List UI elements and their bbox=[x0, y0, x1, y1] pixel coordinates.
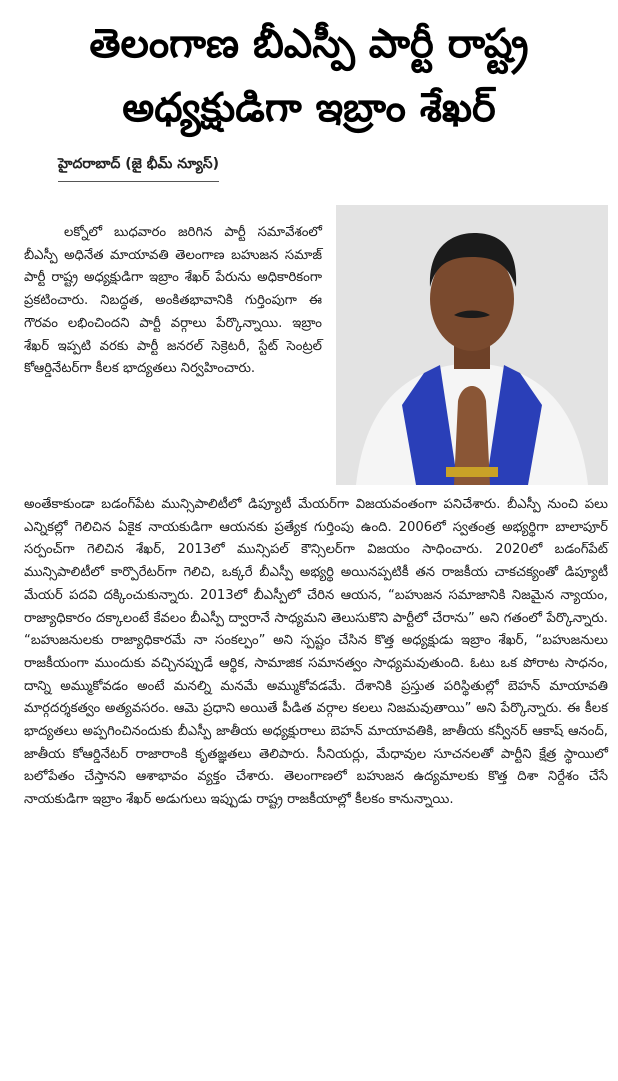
wrist-band bbox=[446, 467, 498, 477]
article-body-intro bbox=[24, 222, 322, 381]
intro-paragraph: లక్నోలో బుధవారం జరిగిన పార్టీ సమావేశంలో బీఎస్పీ అధినేత మాయావతి తెలంగాణ బహుజన సమాజ్ పార్టీ రాష్ట్ర అధ్యక్షుడిగా ఇబ్రాం శేఖర్ పేరును అధికారికంగా ప్రకటించారు. నిబద్ధత, అంకితభావానికి గుర్తింపుగా ఈ గౌరవం లభించిందని పార్టీ వర్గాలు పేర్కొన్నాయి. ఇబ్రాం శేఖర్ ఇప్పటి వరకు పార్టీ జనరల్ సెక్రెటరీ, స్టేట్ సెంట్రల్ కోఆర్డినేటర్‌గా కీలక భాద్యతలు నిర్వహించారు. bbox=[24, 225, 322, 377]
portrait-photo bbox=[336, 205, 608, 485]
byline-row bbox=[10, 156, 608, 190]
newspaper-clipping bbox=[0, 12, 618, 1081]
headline-line-2: అధ్యక్షుడిగా ఇబ్రాం శేఖర్ bbox=[122, 85, 496, 131]
portrait-photo-icon bbox=[336, 205, 608, 485]
article-body-main bbox=[24, 494, 608, 812]
headline bbox=[10, 12, 608, 140]
byline: హైదరాబాద్ (జై భీమ్ న్యూస్) bbox=[58, 156, 219, 182]
main-paragraph: అంతేకాకుండా బడంగ్‌పేట మున్సిపాలిటీలో డిప్యూటీ మేయర్‌గా విజయవంతంగా పనిచేశారు. బీఎస్పీ నుంచి పలు ఎన్నికల్లో గెలిచిన ఏకైక నాయకుడిగా ఆయనకు ప్రత్యేక గుర్తింపు ఉంది. 2006లో స్వతంత్ర అభ్యర్థిగా బాలాపూర్ సర్పంచ్‌గా గెలిచిన శేఖర్, 2013లో మున్సిపల్ కౌన్సిలర్‌గా విజయం సాధించారు. 2020లో బడంగ్‌పేట్ మున్సిపాలిటీలో కార్పొరేటర్‌గా గెలిచి, ఒక్కరే బీఎస్పీ అభ్యర్థి అయినప్పటికీ తన రాజకీయ చాకచక్యంతో డిప్యూటీ మేయర్ పదవి దక్కించుకున్నారు. 2013లో బీఎస్పీలో చేరిన ఆయన, “బహుజన సమాజానికి నిజమైన న్యాయం, రాజ్యాధికారం దక్కాలంటే కేవలం బీఎస్పీ ద్వారానే సాధ్యమని తెలుసుకొని పార్టీలో చేరాను” అని గతంలో పేర్కొన్నారు. “బహుజనులకు రాజ్యాధికారమే నా సంకల్పం” అని స్పష్టం చేసిన కొత్త అధ్యక్షుడు ఇబ్రాం శేఖర్, “బహుజనులు రాజకీయంగా ముందుకు వచ్చినప్పుడే ఆర్థిక, సామాజిక సమానత్వం సాధ్యమవుతుంది. ఓటు ఒక పోరాట సాధనం, దాన్ని అమ్ముకోవడం అంటే మనల్ని మనమే అమ్ముకోవడమే. దేశానికి ప్రస్తుత పరిస్థితుల్లో బెహన్ మాయావతి మార్గదర్శకత్వం అత్యవసరం. ఆమె ప్రధాని అయితే పీడిత వర్గాల కలలు నిజమవుతాయి” అని పేర్కొన్నారు. ఈ కీలక భాద్యతలు అప్పగించినందుకు బీఎస్పీ జాతీయ అధ్యక్షురాలు బెహన్ మాయావతికి, జాతీయ కన్వీనర్ ఆకాష్ ఆనంద్, జాతీయ కోఆర్డినేటర్ రాజారాంకి కృతజ్ఞతలు తెలిపారు. సీనియర్లు, మేధావుల సూచనలతో పార్టీని క్షేత్ర స్థాయిలో బలోపేతం చేస్తానని ఆశాభావం వ్యక్తం చేశారు. తెలంగాణలో బహుజన ఉద్యమాలకు కొత్త దిశా నిర్దేశం చేసే నాయకుడిగా ఇబ్రాం శేఖర్ అడుగులు ఇప్పుడు రాష్ట్ర రాజకీయాల్లో కీలకం కానున్నాయి. bbox=[24, 497, 608, 808]
headline-line-1: తెలంగాణ బీఎస్పీ పార్టీ రాష్ట్ర bbox=[89, 21, 529, 67]
